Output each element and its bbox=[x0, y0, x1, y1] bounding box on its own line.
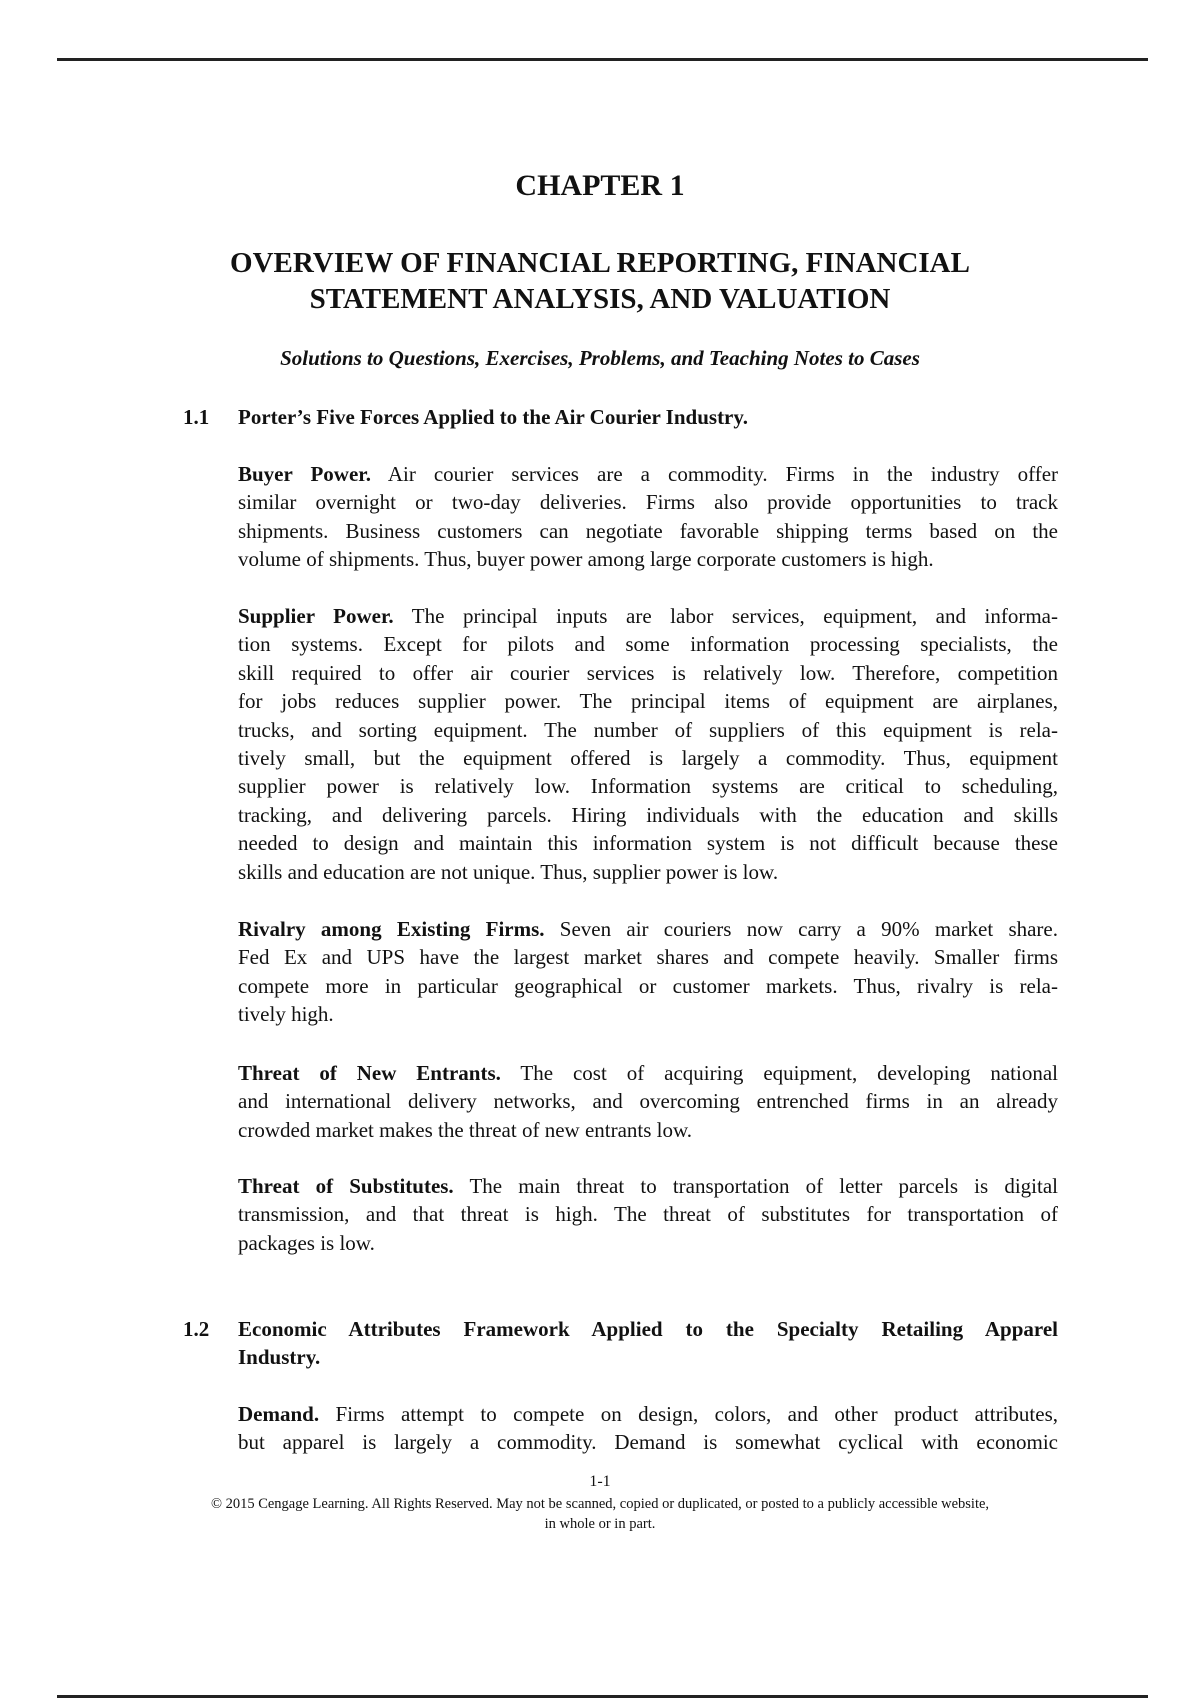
paragraph-text: Seven air couriers now carry a 90% market share. bbox=[544, 917, 1058, 941]
paragraph-text: Firms attempt to compete on design, colors, and other product attributes, bbox=[319, 1402, 1058, 1426]
footer bbox=[0, 1472, 1200, 1534]
paragraph-lead: Rivalry among Existing Firms. bbox=[238, 917, 545, 941]
paragraph-buyer-power bbox=[238, 460, 1058, 574]
paragraph-rivalry bbox=[238, 915, 1058, 1029]
paragraph-line: tively high. bbox=[238, 1002, 334, 1027]
section-number: 1.2 bbox=[183, 1317, 210, 1341]
title-line: STATEMENT ANALYSIS, AND VALUATION bbox=[309, 283, 891, 315]
copyright-line: in whole or in part. bbox=[544, 1516, 656, 1532]
section-heading-1-2 bbox=[183, 1315, 1058, 1372]
subtitle: Solutions to Questions, Exercises, Problems, and Teaching Notes to Cases bbox=[280, 346, 920, 370]
paragraph-line: skills and education are not unique. Thus, supplier power is low. bbox=[238, 859, 779, 884]
paragraph-line bbox=[238, 1172, 1058, 1200]
paragraph-line: tracking, and delivering parcels. Hiring individuals with the education and skills bbox=[238, 802, 1058, 827]
paragraph-line: skill required to offer air courier services is relatively low. Therefore, competition bbox=[238, 660, 1058, 685]
copyright-line: © 2015 Cengage Learning. All Rights Reserved. May not be scanned, copied or duplicated, or posted to a publicly accessible website, bbox=[210, 1496, 990, 1512]
paragraph-line bbox=[238, 1059, 1058, 1087]
paragraph-line bbox=[238, 460, 1058, 488]
paragraph-line: compete more in particular geographical or customer markets. Thus, rivalry is rela- bbox=[238, 973, 1058, 998]
page-number: 1-1 bbox=[589, 1473, 611, 1490]
paragraph-lead: Threat of New Entrants. bbox=[238, 1061, 501, 1085]
chapter-heading: CHAPTER 1 bbox=[515, 169, 685, 202]
paragraph-text: The cost of acquiring equipment, developing national bbox=[500, 1061, 1058, 1085]
paragraph-line: similar overnight or two-day deliveries. Firms also provide opportunities to track bbox=[238, 490, 1058, 515]
paragraph-line: needed to design and maintain this information system is not difficult because these bbox=[238, 831, 1058, 856]
top-rule bbox=[57, 58, 1148, 61]
paragraph-line: for jobs reduces supplier power. The principal items of equipment are airplanes, bbox=[238, 689, 1058, 714]
section-title: Economic Attributes Framework Applied to the Specialty Retailing Apparel bbox=[238, 1317, 1058, 1341]
paragraph-line: and international delivery networks, and overcoming entrenched firms in an already bbox=[238, 1089, 1058, 1114]
paragraph-line bbox=[238, 602, 1058, 630]
paragraph-line: shipments. Business customers can negotiate favorable shipping terms based on the bbox=[238, 518, 1058, 543]
paragraph-lead: Threat of Substitutes. bbox=[238, 1174, 454, 1198]
section-number: 1.1 bbox=[183, 405, 210, 429]
paragraph-line: trucks, and sorting equipment. The number of suppliers of this equipment is rela- bbox=[238, 717, 1058, 742]
section-title: Porter’s Five Forces Applied to the Air Courier Industry. bbox=[238, 405, 748, 429]
paragraph-line: packages is low. bbox=[238, 1230, 375, 1255]
paragraph-demand bbox=[238, 1400, 1058, 1457]
paragraph-lead: Buyer Power. bbox=[238, 462, 371, 486]
section-heading-1-1 bbox=[183, 403, 1058, 431]
paragraph-text: The principal inputs are labor services, equipment, and informa- bbox=[393, 604, 1058, 628]
paragraph-lead: Supplier Power. bbox=[238, 604, 394, 628]
paragraph-text: The main threat to transportation of letter parcels is digital bbox=[453, 1174, 1058, 1198]
paragraph-text: Air courier services are a commodity. Firms in the industry offer bbox=[370, 462, 1059, 486]
paragraph-line: crowded market makes the threat of new entrants low. bbox=[238, 1117, 693, 1142]
paragraph-line: supplier power is relatively low. Information systems are critical to scheduling, bbox=[238, 774, 1058, 799]
paragraph-lead: Demand. bbox=[238, 1402, 320, 1426]
paragraph-line bbox=[238, 915, 1058, 943]
paragraph-line: transmission, and that threat is high. The threat of substitutes for transportation of bbox=[238, 1202, 1058, 1227]
paragraph-line: volume of shipments. Thus, buyer power among large corporate customers is high. bbox=[238, 547, 934, 572]
bottom-rule bbox=[57, 1695, 1148, 1698]
paragraph-line: tively small, but the equipment offered is largely a commodity. Thus, equipment bbox=[238, 746, 1058, 771]
chapter-title bbox=[0, 245, 1200, 317]
paragraph-line: tion systems. Except for pilots and some information processing specialists, the bbox=[238, 632, 1058, 657]
title-line: OVERVIEW OF FINANCIAL REPORTING, FINANCIAL bbox=[230, 247, 970, 279]
paragraph-substitutes bbox=[238, 1172, 1058, 1257]
paragraph-line bbox=[238, 1400, 1058, 1428]
paragraph-supplier-power bbox=[238, 602, 1058, 886]
section-title: Industry. bbox=[238, 1345, 321, 1370]
paragraph-line: but apparel is largely a commodity. Demand is somewhat cyclical with economic bbox=[238, 1430, 1058, 1455]
paragraph-line: Fed Ex and UPS have the largest market shares and compete heavily. Smaller firms bbox=[238, 945, 1058, 970]
paragraph-new-entrants bbox=[238, 1059, 1058, 1144]
